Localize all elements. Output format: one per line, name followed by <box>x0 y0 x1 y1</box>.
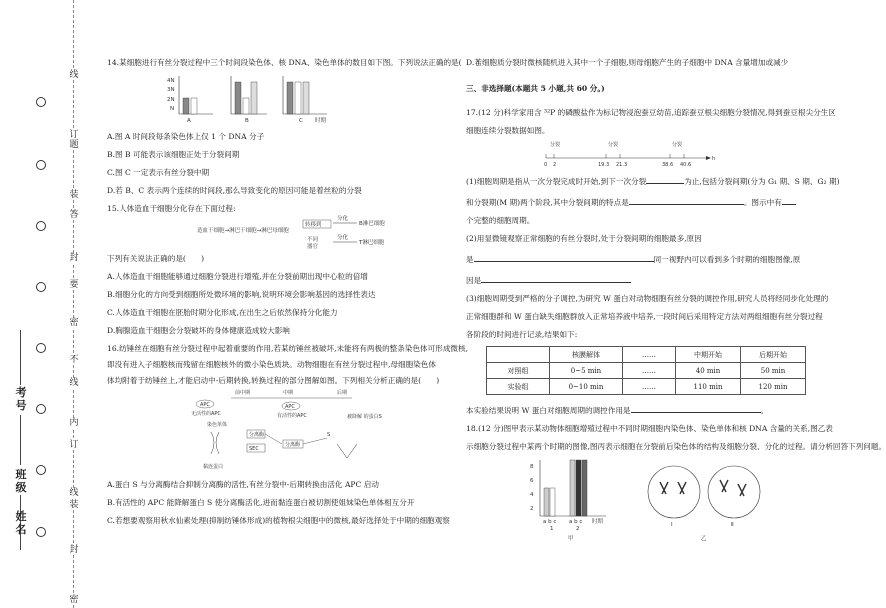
q16-figure <box>187 388 407 476</box>
q14-stem: 14.某细胞进行有丝分裂过程中三个时间段染色体、核 DNA、染色单体的数目如下图。下列说法正确的是( ) <box>107 58 480 67</box>
banji-label: 班级 <box>15 468 27 494</box>
q17-q3a: (3)细胞周期受到严格的分子调控,为研究 W 蛋白对动物细胞有丝分裂的调控作用,研究人员将经同步化处理的 <box>466 294 829 303</box>
q17-q2b: 是 <box>466 255 474 264</box>
table-header: 核膜解体 <box>550 347 623 363</box>
q18-abc: a b c <box>569 519 583 525</box>
seal-char: 密 <box>69 595 79 605</box>
q17-q3c: 各阶段的时间进行记录,结果如下: <box>466 330 578 339</box>
q16-late: 后期 <box>337 390 348 396</box>
q17-tick: 38.6 <box>662 162 674 168</box>
xingming-label: 姓名 <box>15 510 27 536</box>
blank <box>629 195 744 205</box>
q16-stem-1: 16.纺锤丝在细胞有丝分裂过程中起着重要的作用,若某纺锤丝被破坏,未能将有两极的整条染色体可形成微核, <box>107 344 469 353</box>
table-header: 中期开始 <box>676 347 741 363</box>
seal-char: 题 <box>69 140 79 150</box>
kaohao-line <box>20 330 21 385</box>
kaohao-label: 考号 <box>15 386 27 412</box>
q17-axis-label: 分裂 <box>550 142 561 148</box>
q15-opt-a: A.人体造血干细胞能够通过细胞分裂进行增殖,并在分裂前期出现中心粒的倍增 <box>107 272 368 281</box>
q18-xlabel: 时期 <box>592 519 604 525</box>
q17-table <box>486 346 806 395</box>
binding-hole <box>36 527 46 537</box>
seal-char: 要 <box>69 280 79 290</box>
seal-char: 线 <box>69 488 79 498</box>
q17-q1c: 和分裂期(M 期)两个阶段,其中分裂间期的特点是 <box>466 198 629 207</box>
binding-hole <box>36 221 46 231</box>
table-cell: 对照组 <box>487 363 550 379</box>
q16-secur: SEC <box>249 446 259 452</box>
blank <box>646 174 684 184</box>
right-column <box>466 58 886 542</box>
q16-cohesin: 黏连蛋白 <box>203 464 224 470</box>
seal-char: 装 <box>69 500 79 510</box>
q17-conclusion-text: 本实验结果说明 W 蛋白对细胞周期的调控作用是 <box>466 406 631 415</box>
table-header: 后期开始 <box>741 347 806 363</box>
binding-hole <box>36 160 46 170</box>
q16-s: S <box>327 432 331 438</box>
q17-tick: 2 <box>553 162 557 168</box>
q16-opt-b: B.有活性的 APC 能降解蛋白 S 使分离酶活化,进而黏连蛋白被切割使姐妹染色单体相互分开 <box>107 498 415 507</box>
table-header <box>487 347 550 363</box>
q16-sep2: 分离酶 <box>285 442 301 448</box>
blank <box>474 252 654 262</box>
table-cell: 120 min <box>741 379 806 395</box>
q14-opt-d: D.若 B、C 表示两个连续的时间段,那么导致变化的原因可能是着丝粒的分裂 <box>107 186 362 195</box>
q16-mid: 中期 <box>283 390 294 396</box>
q14-panel-a: A <box>187 118 191 124</box>
q14-ytick: 4N <box>167 78 175 84</box>
binding-hole <box>36 343 46 353</box>
q17-q1a: (1)细胞周期是指从一次分裂完成时开始,到下一次分裂 <box>466 177 647 186</box>
q17-tick: 40.6 <box>680 162 692 168</box>
banji-line <box>20 415 21 465</box>
q14-panel-b: B <box>245 118 249 124</box>
q17-q2c: 同一视野内可以看到多个时期的细胞图像,原 <box>653 255 801 264</box>
binding-margin <box>0 0 80 608</box>
q16-stem-2: 即没有进入子细胞核而残留在细胞核外的微小染色质块。动物细胞在有丝分裂过程中,母细胞染色体 <box>107 360 436 369</box>
q15-branch1: 转移到 <box>305 222 322 228</box>
q17-q1e: 个完整的细胞周期。 <box>466 216 535 225</box>
seal-char: 封 <box>69 253 79 263</box>
q18-stem-2: 示细胞分裂过程中某两个时期的图像,图丙表示细胞在分裂前后染色体的结构及细胞分裂、分化的过程。请分析回答下列问题。 <box>466 442 886 451</box>
q16-opt-d: D.若细胞质分裂时微核随机进入其中一个子细胞,则母细胞产生的子细胞中 DNA 含量增加或减少 <box>466 58 789 67</box>
q17-tick: 0 <box>544 162 548 168</box>
binding-dashed-line <box>73 0 74 608</box>
q16-opt-a: A.蛋白 S 与分离酶结合抑制分离酶的活性,有丝分裂中-后期转换由活化 APC 启动 <box>107 480 379 489</box>
q15-after: 下列有关说法正确的是( ) <box>107 254 205 263</box>
table-row <box>487 363 806 379</box>
q16-sep: 分离酶 <box>249 432 265 438</box>
q17-tick: 21.3 <box>616 162 628 168</box>
q18-cell-1: Ⅰ <box>671 522 673 528</box>
seal-char: 答 <box>69 210 79 220</box>
q17-tick: 19.3 <box>598 162 610 168</box>
q15-fen1: 分化 <box>337 216 349 222</box>
q17-q3b: 正常细胞群和 W 蛋白缺失细胞群放入正常培养液中培养,一段时间后采用特定方法对两组细胞有丝分裂过程 <box>466 312 823 321</box>
seal-char: 线 <box>69 70 79 80</box>
q15-end2: T淋巴细胞 <box>359 240 385 246</box>
q18-ytick: 6 <box>530 478 534 484</box>
table-cell: 0~5 min <box>550 363 623 379</box>
q18-period: 1 <box>550 526 554 532</box>
q15-branch2: 不同 <box>307 237 319 243</box>
q15-stem: 15.人体造血干细胞分化存在下面过程: <box>107 204 236 213</box>
q17-q2d: 因是 <box>466 276 482 285</box>
q16-early: 前中期 <box>235 390 251 396</box>
q15-opt-d: D.胸腺造血干细胞会分裂破坏的身体健康造成较大影响 <box>107 326 290 335</box>
q17-unit: h <box>712 156 716 162</box>
q16-opt-c: C.若想要观察用秋水仙素处理(抑制纺锤体形成)的植物根尖细胞中的微核,最好选择处于中期的细胞观察 <box>107 516 450 525</box>
q18-abc: a b c <box>543 519 557 525</box>
q17-q2a: (2)用显微镜观察正常细胞的有丝分裂时,处于分裂间期的细胞最多,原因 <box>466 234 702 243</box>
binding-hole <box>36 465 46 475</box>
q15-opt-c: C.人体造血干细胞在胚胎时期分化形成,在出生之后依然保持分化能力 <box>107 308 338 317</box>
q16-apc: APC <box>200 402 210 408</box>
table-cell: 0~10 min <box>550 379 623 395</box>
binding-hole <box>36 282 46 292</box>
q14-opt-b: B.图 B 可能表示该细胞正处于分裂间期 <box>107 150 240 159</box>
q16-apc2: APC <box>285 404 295 410</box>
binding-hole <box>36 404 46 414</box>
q16-chrom: 染色单体 <box>207 422 228 428</box>
q15-end1: B淋巴细胞 <box>359 221 385 227</box>
seal-char: 订 <box>69 130 79 140</box>
q15-opt-b: B.细胞分化的方向受到细胞所处微环境的影响,说明环境会影响基因的选择性表达 <box>107 290 376 299</box>
q14-opt-a: A.图 A 时间段每条染色体上仅 1 个 DNA 分子 <box>107 132 265 141</box>
q14-xlabel: 时期 <box>315 118 327 124</box>
seal-char: 密 <box>69 318 79 328</box>
q15-branch3: 器官 <box>307 244 319 250</box>
q18-stem-1: 18.(12 分)图甲表示某动物体细胞增殖过程中不同时期细胞内染色体、染色单体和核 DNA 含量的关系,图乙表 <box>466 424 833 433</box>
q17-timeline <box>546 140 746 168</box>
q17-q1b: 为止,包括分裂间期(分为 G₁ 期、S 期、G₂ 期) <box>684 177 840 186</box>
q16-stem-3: 体均附着于纺锤丝上,才能启动中-后期转换,转换过程的部分图解如图。下列相关分析正确的是( ) <box>107 376 440 385</box>
table-header: …… <box>623 347 676 363</box>
q14-panel-c: C <box>299 118 303 124</box>
section-title: 三、非选择题(本题共 5 小题,共 60 分。) <box>466 84 605 93</box>
q17-part1-line2 <box>466 195 806 208</box>
q18-ytick: 2 <box>530 506 534 512</box>
q17-conclusion: 本实验结果说明 W 蛋白对细胞周期的调控作用是 。 <box>466 403 806 416</box>
q18-cell-2: Ⅱ <box>731 522 734 528</box>
q16-apc-text: 无活性的APC <box>191 411 221 417</box>
blank <box>782 195 796 205</box>
q15-fen2: 分化 <box>337 235 349 241</box>
seal-char: 线 <box>69 378 79 388</box>
q14-figure <box>167 72 367 130</box>
q18-ytick: 8 <box>530 464 534 470</box>
q18-figures <box>526 456 826 542</box>
seal-char: 内 <box>69 418 79 428</box>
q15-flow-diagram <box>197 214 427 252</box>
q14-opt-c: C.图 C 一定表示有丝分裂中期 <box>107 168 210 177</box>
table-row <box>487 379 806 395</box>
q17-stem-2: 细胞连续分裂数据如图。 <box>466 126 550 135</box>
table-cell: …… <box>623 363 676 379</box>
table-cell: 40 min <box>676 363 741 379</box>
table-cell: …… <box>623 379 676 395</box>
q17-axis-label: 分裂 <box>608 142 619 148</box>
q14-ytick: 2N <box>167 97 175 103</box>
q18-ytick: 4 <box>530 492 534 498</box>
seal-char: 订 <box>69 440 79 450</box>
q18-yi: 乙 <box>701 536 707 542</box>
q18-jia: 甲 <box>568 536 574 542</box>
q16-protein-s: 被降解 的蛋白S <box>347 414 382 420</box>
seal-char: 不 <box>69 355 79 365</box>
blank <box>631 403 761 413</box>
table-cell: 50 min <box>741 363 806 379</box>
q17-part1-line1 <box>466 174 840 187</box>
q16-apc2-text: 有活性的APC <box>277 413 307 419</box>
seal-char: 装 <box>69 190 79 200</box>
q17-part2-line2 <box>466 252 806 265</box>
q17-axis-label: 分裂 <box>672 142 683 148</box>
q18-period: 2 <box>576 526 580 532</box>
table-cell: 110 min <box>676 379 741 395</box>
q14-ytick: 3N <box>167 87 175 93</box>
table-cell: 实验组 <box>487 379 550 395</box>
table-header-row <box>487 347 806 363</box>
q15-chain: 造血干细胞→淋巴干细胞→淋巴母细胞 <box>197 228 289 234</box>
blank <box>481 273 631 283</box>
q17-part2-line3 <box>466 273 806 286</box>
seal-char: 封 <box>69 545 79 555</box>
binding-hole <box>36 97 46 107</box>
q14-ytick: N <box>170 106 175 112</box>
q17-stem-1: 17.(12 分)科学家用含 ³²P 的磷酸盐作为标记物浸泡蚕豆幼苗,追踪蚕豆根尖细胞分裂情况,得到蚕豆根尖分生区 <box>466 108 836 117</box>
q17-q1d: 。图示中有 <box>743 198 782 207</box>
